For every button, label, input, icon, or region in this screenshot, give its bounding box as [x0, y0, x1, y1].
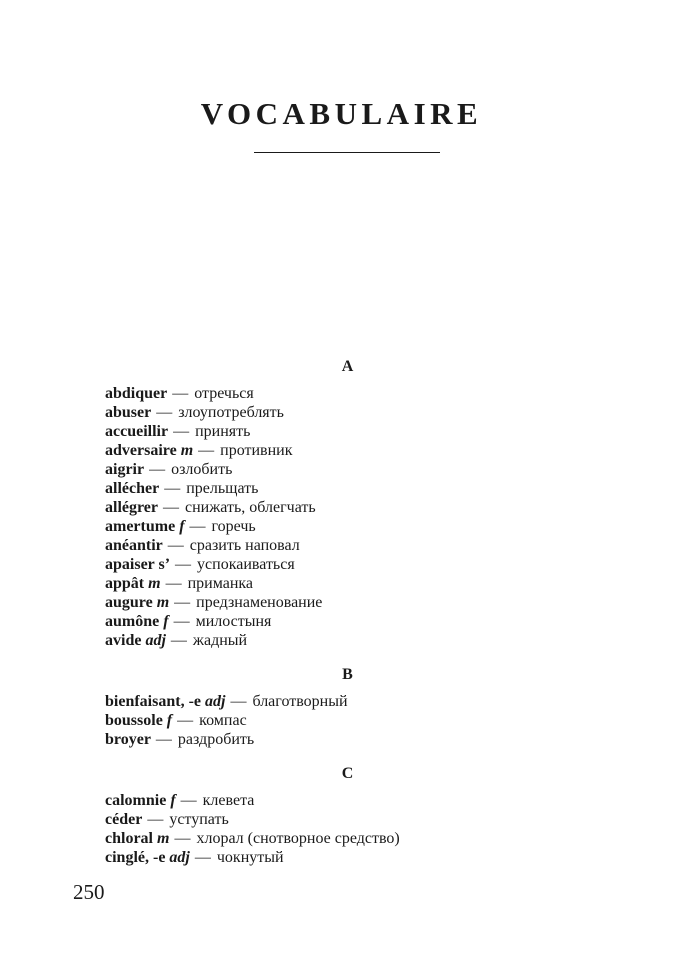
entry-word: allécher [105, 480, 160, 497]
entry-grammar: adj [145, 632, 166, 649]
entry-dash: — [165, 575, 182, 592]
entry-dash: — [170, 632, 187, 649]
entry-translation: горечь [211, 518, 256, 535]
entry-dash: — [163, 499, 180, 516]
entry-word: broyer [105, 731, 151, 748]
vocab-entry [105, 730, 595, 749]
entry-dash: — [175, 556, 192, 573]
entry-translation: раздробить [177, 731, 255, 748]
entry-grammar: f [166, 712, 173, 729]
entry-grammar: m [157, 830, 170, 847]
section-a [105, 356, 595, 650]
entry-word: aumône [105, 613, 160, 630]
entry-word: céder [105, 811, 143, 828]
entry-dash: — [194, 849, 211, 866]
entry-dash: — [173, 423, 190, 440]
entry-dash: — [177, 712, 194, 729]
vocab-entry [105, 829, 595, 848]
entry-word: allégrer [105, 499, 159, 516]
entry-translation: противник [220, 442, 293, 459]
entry-dash: — [198, 442, 215, 459]
entry-dash: — [155, 731, 172, 748]
entry-word: accueillir [105, 423, 169, 440]
vocab-entry [105, 692, 595, 711]
entry-word: anéantir [105, 537, 163, 554]
entry-word: apaiser s’ [105, 556, 171, 573]
vocab-entry [105, 536, 595, 555]
entry-translation: клевета [202, 792, 255, 809]
page-title: VOCABULAIRE [200, 96, 483, 131]
entry-word: avide [105, 632, 142, 649]
vocab-entry [105, 593, 595, 612]
entry-word: boussole [105, 712, 163, 729]
vocab-entry [105, 403, 595, 422]
entry-dash: — [164, 480, 181, 497]
entry-translation: злоупотреблять [178, 404, 284, 421]
entry-dash: — [156, 404, 173, 421]
entry-word: augure [105, 594, 153, 611]
vocabulary-list [105, 356, 595, 867]
entry-translation: успокаиваться [197, 556, 295, 573]
entry-grammar: m [156, 594, 170, 611]
entry-translation: прельщать [186, 480, 259, 497]
vocab-entry [105, 517, 595, 536]
entry-grammar: f [163, 613, 169, 630]
entry-word: bienfaisant, -e [105, 693, 201, 710]
entry-translation: снижать, облегчать [185, 499, 316, 516]
entry-word: abdiquer [105, 385, 168, 402]
entry-word: chloral [105, 830, 153, 847]
entry-dash: — [173, 613, 190, 630]
vocab-entry [105, 711, 595, 730]
entry-translation: сразить наповал [189, 537, 300, 554]
entry-translation: чокнутый [216, 849, 284, 866]
section-letter: A [341, 358, 354, 375]
section-b [105, 664, 595, 749]
section-c [105, 763, 595, 867]
entry-dash: — [189, 518, 206, 535]
vocab-entry [105, 631, 595, 650]
entry-dash: — [149, 461, 166, 478]
entry-translation: уступать [169, 811, 229, 828]
entry-translation: хлорал (снотворное средство) [196, 830, 400, 847]
entry-grammar: m [148, 575, 161, 592]
entry-translation: отречься [194, 385, 254, 402]
entry-dash: — [174, 594, 191, 611]
title-rule [254, 152, 440, 153]
vocab-entry [105, 441, 595, 460]
vocab-entry [105, 612, 595, 631]
vocab-entry [105, 810, 595, 829]
entry-word: abuser [105, 404, 152, 421]
entry-grammar: adj [205, 693, 226, 710]
vocab-entry [105, 555, 595, 574]
vocab-entry [105, 574, 595, 593]
entry-grammar: f [170, 792, 176, 809]
entry-dash: — [172, 385, 189, 402]
entry-grammar: f [179, 518, 185, 535]
entry-word: cinglé, -e [105, 849, 166, 866]
entry-word: calomnie [105, 792, 167, 809]
entry-translation: благотворный [252, 693, 348, 710]
entry-word: aigrir [105, 461, 145, 478]
entry-translation: предзнаменование [196, 594, 323, 611]
vocab-entry [105, 479, 595, 498]
entry-dash: — [147, 811, 164, 828]
entry-word: amertume [105, 518, 176, 535]
entry-translation: компас [199, 712, 247, 729]
entry-word: adversaire [105, 442, 177, 459]
entry-grammar: m [180, 442, 194, 459]
entry-translation: озлобить [171, 461, 233, 478]
entry-translation: принять [195, 423, 251, 440]
section-letter: C [341, 765, 354, 782]
entry-translation: жадный [192, 632, 248, 649]
entry-grammar: adj [169, 849, 190, 866]
entry-word: appât [105, 575, 145, 592]
entry-dash: — [180, 792, 197, 809]
entry-translation: приманка [187, 575, 254, 592]
vocab-entry [105, 848, 595, 867]
vocab-entry [105, 384, 595, 403]
vocab-entry [105, 422, 595, 441]
entry-translation: милостыня [195, 613, 272, 630]
vocab-entry [105, 791, 595, 810]
entry-dash: — [230, 693, 247, 710]
entry-dash: — [167, 537, 184, 554]
page-number: 250 [73, 880, 105, 904]
vocab-entry [105, 498, 595, 517]
section-letter: B [342, 666, 353, 683]
vocab-entry [105, 460, 595, 479]
entry-dash: — [174, 830, 191, 847]
